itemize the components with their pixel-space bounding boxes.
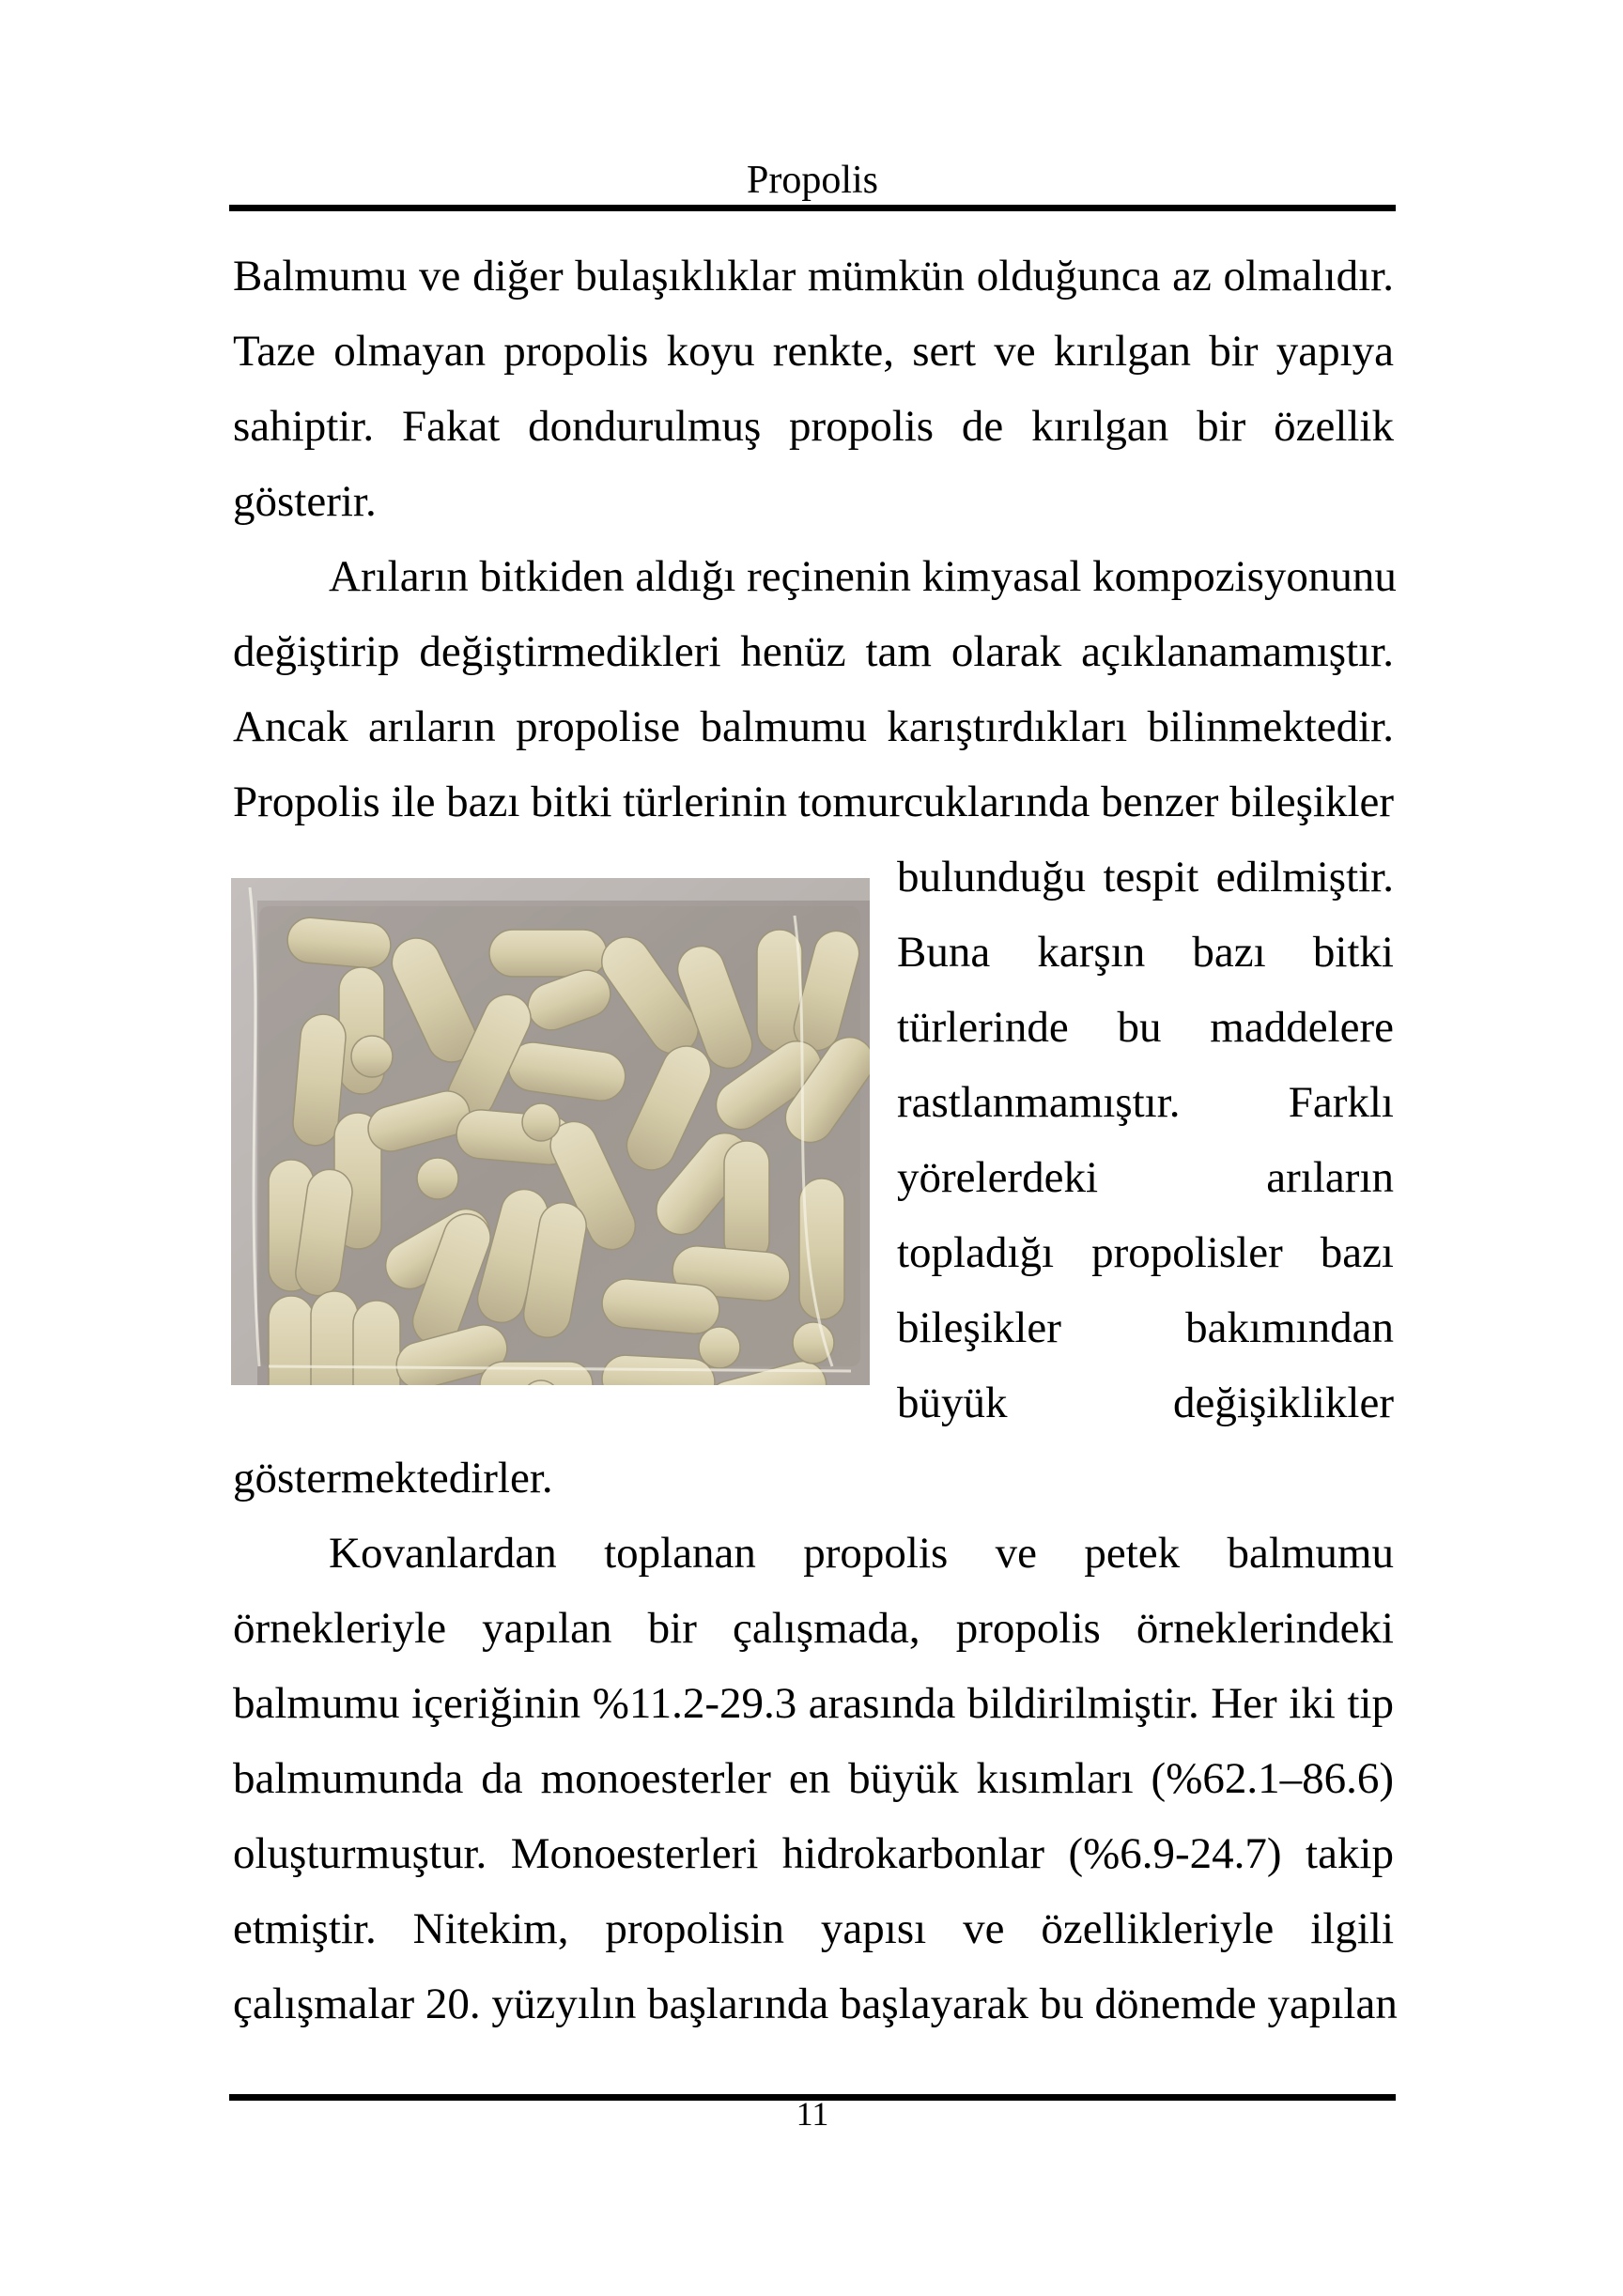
body-line: etmiştir. Nitekim, propolisin yapısı ve özellikleriyle ilgili [233,1904,1394,1953]
capsules-photo-icon [231,878,870,1385]
body-line: Arıların bitkiden aldığı reçinenin kimyasal kompozisyonunu [329,552,1397,601]
body-line: Propolis ile bazı bitki türlerinin tomurcuklarında benzer bileşikler [233,778,1395,826]
capsules-photo [231,878,870,1385]
body-line: Balmumu ve diğer bulaşıklıklar mümkün olduğunca az olmalıdır. [233,252,1394,300]
body-line: rastlanmamıştır. Farklı [897,1078,1394,1127]
running-header-title: Propolis [746,159,879,202]
body-line: bileşikler bakımından [897,1303,1394,1352]
body-line: Ancak arıların propolise balmumu karıştırdıkları bilinmektedir. [233,702,1394,751]
body-line: topladığı propolisler bazı [897,1228,1394,1277]
page-number: 11 [796,2095,829,2133]
body-line: gösterir. [233,477,377,526]
body-line: oluşturmuştur. Monoesterleri hidrokarbonlar (%6.9-24.7) takip [233,1829,1394,1878]
body-line: türlerinde bu maddelere [897,1003,1394,1052]
body-line: yörelerdeki arıların [897,1153,1394,1202]
body-line: örnekleriyle yapılan bir çalışmada, propolis örneklerindeki [233,1604,1394,1653]
body-line: bulunduğu tespit edilmiştir. [897,853,1394,901]
body-line: Taze olmayan propolis koyu renkte, sert ve kırılgan bir yapıya [233,327,1394,376]
body-line: değiştirip değiştirmedikleri henüz tam olarak açıklanamamıştır. [233,627,1394,676]
body-line: Kovanlardan toplanan propolis ve petek balmumu [329,1529,1394,1578]
body-line: balmumu içeriğinin %11.2-29.3 arasında bildirilmiştir. Her iki tip [233,1679,1394,1728]
body-line: Buna karşın bazı bitki [897,928,1394,977]
header-rule [229,205,1396,211]
body-line: göstermektedirler. [233,1454,553,1502]
body-line: balmumunda da monoesterler en büyük kısımları (%62.1–86.6) [233,1754,1394,1803]
body-line: sahiptir. Fakat dondurulmuş propolis de kırılgan bir özellik [233,402,1394,451]
body-line: büyük değişiklikler [897,1379,1394,1427]
body-line: çalışmalar 20. yüzyılın başlarında başlayarak bu dönemde yapılan [233,1980,1398,2028]
